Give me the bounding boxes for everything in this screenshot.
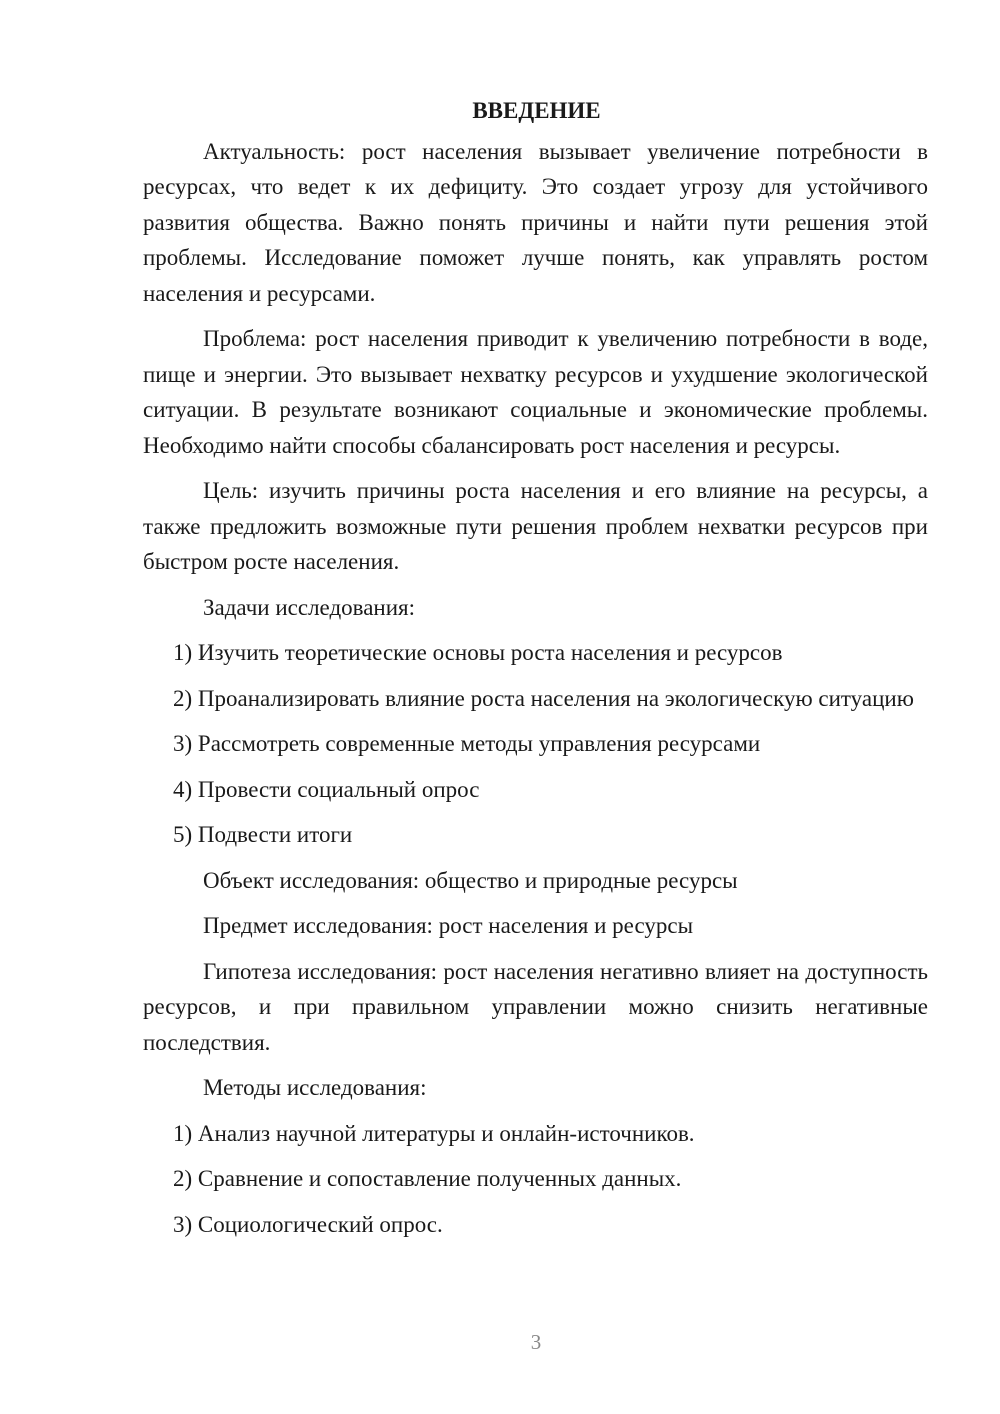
task-item: 3) Рассмотреть современные методы управления ресурсами	[173, 731, 761, 756]
tasks-heading: Задачи исследования:	[203, 594, 416, 620]
document-page	[143, 93, 928, 1252]
page-number: 3	[530, 1330, 542, 1354]
research-object: Объект исследования: общество и природные ресурсы	[203, 867, 738, 893]
task-item: 1) Изучить теоретические основы роста населения и ресурсов	[173, 640, 783, 665]
research-subject: Предмет исследования: рост населения и ресурсы	[203, 913, 694, 938]
relevance-paragraph: Актуальность: рост населения вызывает увеличение потребности в ресурсах, что ведет к их дефициту. Это создает угрозу для устойчивого развития общества. Важно понять причины и найти пути решения этой проблемы. Исследование поможет лучше понять, как управлять ростом населения и ресурсами.	[143, 138, 928, 306]
method-item: 2) Сравнение и сопоставление полученных данных.	[173, 1166, 682, 1191]
hypothesis-paragraph: Гипотеза исследования: рост населения негативно влияет на доступность ресурсов, и при правильном управлении можно снизить негативные последствия.	[143, 958, 928, 1055]
goal-paragraph: Цель: изучить причины роста населения и его влияние на ресурсы, а также предложить возможные пути решения проблем нехватки ресурсов при быстром росте населения.	[143, 478, 928, 574]
problem-paragraph: Проблема: рост населения приводит к увеличению потребности в воде, пище и энергии. Это вызывает нехватку ресурсов и ухудшение экологической ситуации. В результате возникают социальные и экономические проблемы. Необходимо найти способы сбалансировать рост населения и ресурсы.	[143, 326, 928, 458]
method-item: 1) Анализ научной литературы и онлайн-источников.	[173, 1120, 695, 1146]
page-title: ВВЕДЕНИЕ	[472, 98, 601, 123]
task-item: 5) Подвести итоги	[173, 822, 353, 847]
task-item: 4) Провести социальный опрос	[173, 776, 480, 802]
methods-heading: Методы исследования:	[203, 1075, 427, 1100]
method-item: 3) Социологический опрос.	[173, 1211, 443, 1237]
task-item: 2) Проанализировать влияние роста населения на экологическую ситуацию	[173, 685, 914, 711]
